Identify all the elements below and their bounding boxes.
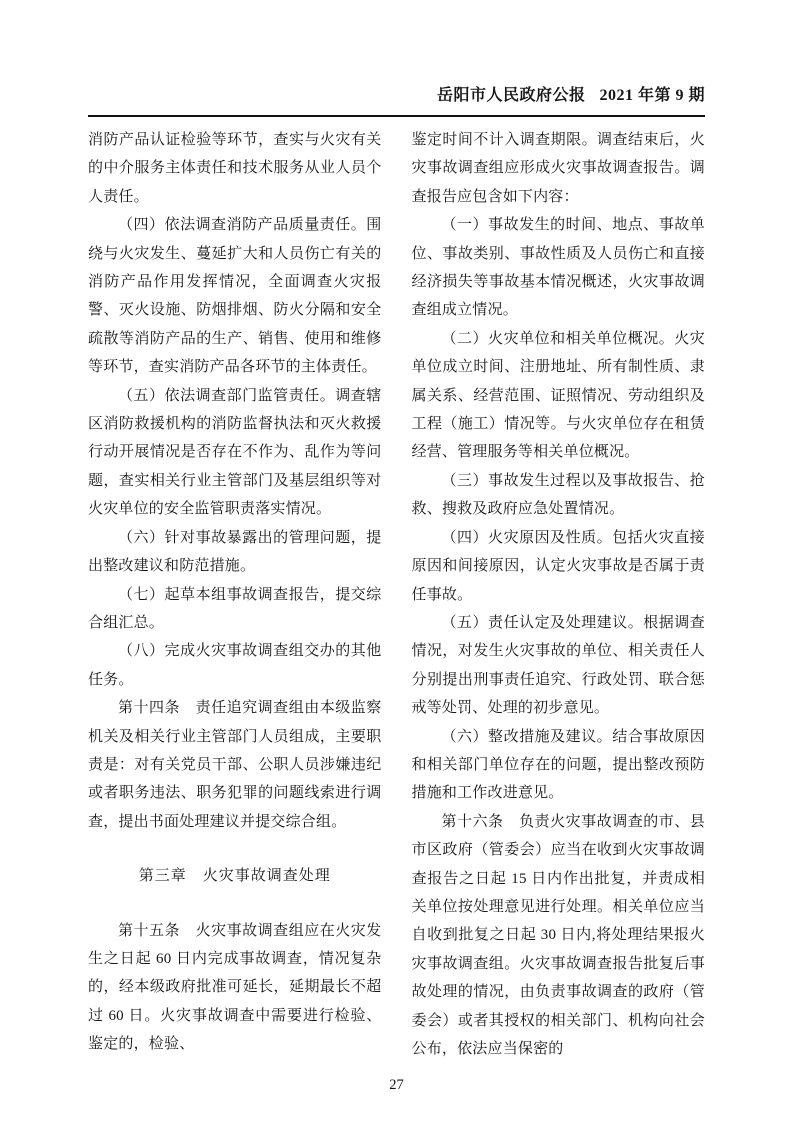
paragraph: （二）火灾单位和相关单位概况。火灾单位成立时间、注册地址、所有制性质、隶属关系、经营范围、证照情况、劳动组织及工程（施工）情况等。与火灾单位存在租赁经营、管理服务等相关单位概况。 [411, 330, 705, 461]
gazette-issue: 2021 年第 9 期 [599, 87, 705, 104]
paragraph: （四）依法调查消防产品质量责任。围绕与火灾发生、蔓延扩大和人员伤亡有关的消防产品作用发挥情况，全面调查火灾报警、灭火设施、防烟排烟、防火分隔和安全疏散等消防产品的生产、销售、使用和维修等环节，查实消防产品各环节的主体责任。 [88, 217, 382, 376]
paragraph: （七）起草本组事故调查报告，提交综合组汇总。 [88, 586, 382, 631]
paragraph: 第十四条 责任追究调查组由本级监察机关及相关行业主管部门人员组成，主要职责是：对有关党员干部、公职人员涉嫌违纪或者职务违法、职务犯罪的问题线索进行调查，提出书面处理建议并提交综合组。 [88, 700, 382, 830]
paragraph: （四）火灾原因及性质。包括火灾直接原因和间接原因，认定火灾事故是否属于责任事故。 [411, 529, 705, 603]
right-column [412, 126, 706, 1063]
paragraph: （五）依法调查部门监管责任。调查辖区消防救援机构的消防监督执法和灭火救援行动开展情况是否存在不作为、乱作为等问题，查实相关行业主管部门及基层组织等对火灾单位的安全监管职责落实情况。 [88, 387, 382, 518]
paragraph: （一）事故发生的时间、地点、事故单位、事故类别、事故性质及人员伤亡和直接经济损失等事故基本情况概述，火灾事故调查组成立情况。 [411, 217, 705, 319]
paragraph: （五）责任认定及处理建议。根据调查情况，对发生火灾事故的单位、相关责任人分别提出刑事责任追究、行政处罚、联合惩戒等处罚、处理的初步意见。 [411, 614, 705, 717]
paragraph: （三）事故发生过程以及事故报告、抢救、搜救及政府应急处置情况。 [411, 472, 705, 518]
paragraph: 第十五条 火灾事故调查组应在火灾发生之日起 60 日内完成事故调查，情况复杂的，经本级政府批准可延长，延期最长不超过 60 日。火灾事故调查中需要进行检验、鉴定的，检验、 [88, 922, 382, 1053]
gazette-title: 岳阳市人民政府公报 [436, 87, 586, 104]
page-number: 27 [389, 1077, 404, 1094]
left-column [88, 126, 382, 1063]
paragraph: 第十六条 负责火灾事故调查的市、县市区政府（管委会）应当在收到火灾事故调查报告之日起 15 日内作出批复，并责成相关单位按处理意见进行处理。相关单位应当自收到批复之日起 30 日内,将处理结果报火灾事故调查组。火灾事故调查报告批复后事故处理的情况，由负责事故调查的政府（管委会）或者其授权的相关部门、机构向社会公布，依法应当保密的 [411, 813, 705, 1057]
paragraph: （六）整改措施及建议。结合事故原因和相关部门单位存在的问题，提出整改预防措施和工作改进意见。 [411, 728, 705, 802]
paragraph: （六）针对事故暴露出的管理问题，提出整改建议和防范措施。 [88, 529, 382, 575]
paragraph: 消防产品认证检验等环节，查实与火灾有关的中介服务主体责任和技术服务从业人员个人责任。 [88, 132, 382, 205]
paragraph: 鉴定时间不计入调查期限。调查结束后，火灾事故调查组应形成火灾事故调查报告。调查报告应包含如下内容： [411, 132, 705, 205]
page-header [88, 86, 705, 117]
text-columns [88, 126, 705, 1063]
chapter-heading: 第三章 火灾事故调查处理 [138, 868, 331, 885]
paragraph: （八）完成火灾事故调查组交办的其他任务。 [88, 643, 382, 688]
